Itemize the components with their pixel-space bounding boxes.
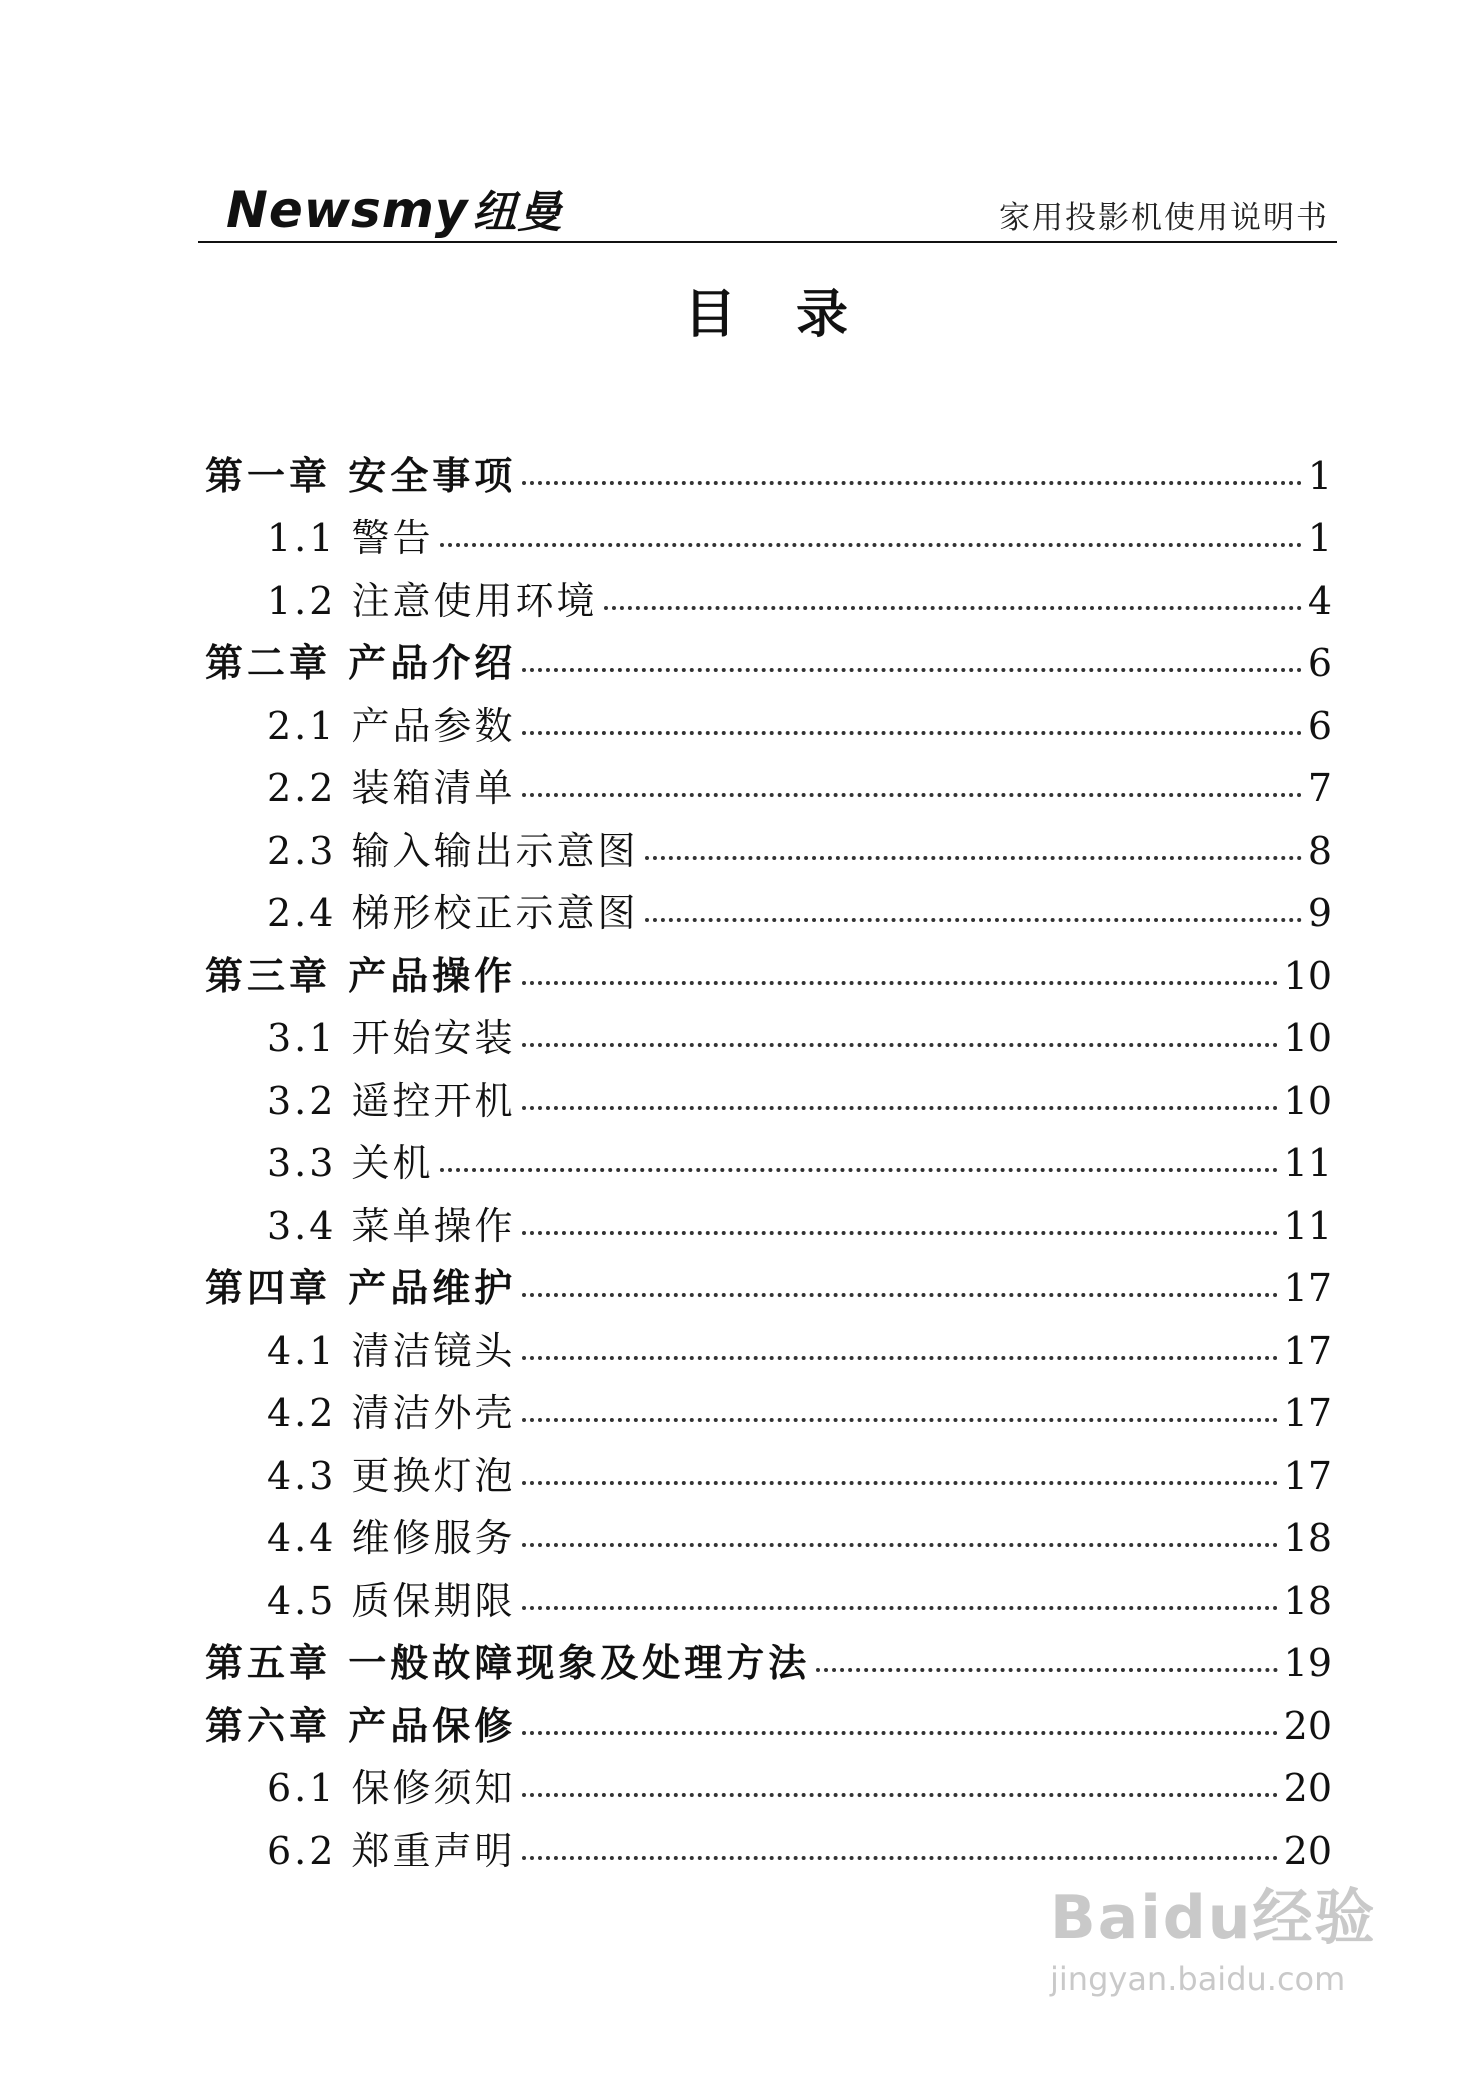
toc-page-number: 8 <box>1307 828 1332 873</box>
toc-entry-title: 3.1 开始安装 <box>267 1016 516 1060</box>
toc-page-number: 10 <box>1283 1078 1332 1123</box>
toc-section-entry[interactable] <box>205 495 1332 558</box>
toc-dot-leader <box>522 793 1302 797</box>
toc-section-entry[interactable] <box>205 995 1332 1058</box>
toc-dot-leader <box>522 481 1302 485</box>
header-divider <box>198 241 1337 243</box>
toc-entry-title: 4.5 质保期限 <box>267 1578 516 1623</box>
toc-dot-leader <box>522 731 1302 735</box>
page-header <box>198 168 1337 242</box>
document-title: 家用投影机使用说明书 <box>999 200 1329 236</box>
toc-entry-title: 2.4 梯形校正示意图 <box>267 891 639 935</box>
toc-page-number: 10 <box>1283 953 1332 998</box>
toc-chapter-entry[interactable] <box>205 1682 1332 1748</box>
toc-section-entry[interactable] <box>205 1432 1332 1498</box>
toc-dot-leader <box>522 1231 1278 1235</box>
toc-section-entry[interactable] <box>205 1370 1332 1433</box>
toc-entry-title: 4.1 清洁镜头 <box>267 1328 516 1373</box>
toc-page-number: 20 <box>1283 1766 1332 1810</box>
toc-page-number: 1 <box>1307 516 1332 560</box>
toc-section-entry[interactable] <box>205 745 1332 808</box>
newsmy-logo <box>226 176 562 240</box>
toc-page-number: 4 <box>1307 578 1332 623</box>
toc-entry-title: 6.1 保修须知 <box>267 1766 516 1810</box>
toc-dot-leader <box>604 606 1302 610</box>
logo-en: Newsmy <box>226 181 469 239</box>
toc-page-number: 7 <box>1307 766 1332 810</box>
toc-entry-title: 第六章 产品保修 <box>205 1703 517 1748</box>
toc-page-number: 9 <box>1307 891 1332 935</box>
toc-section-entry[interactable] <box>205 870 1332 933</box>
toc-page-number: 17 <box>1283 1453 1332 1498</box>
toc-dot-leader <box>522 1356 1278 1360</box>
toc-dot-leader <box>440 543 1302 547</box>
toc-chapter-entry[interactable] <box>205 1245 1332 1308</box>
toc-page-number: 10 <box>1283 1016 1332 1060</box>
watermark-brand: Baidu经验 <box>1050 1883 1377 1953</box>
toc-heading: 目录 <box>683 285 908 345</box>
toc-entry-title: 2.1 产品参数 <box>267 703 516 748</box>
table-of-contents <box>205 432 1332 1873</box>
toc-dot-leader <box>440 1168 1278 1172</box>
toc-dot-leader <box>522 1293 1277 1297</box>
toc-entry-title: 4.4 维修服务 <box>267 1516 516 1560</box>
toc-entry-title: 第三章 产品操作 <box>205 953 517 998</box>
toc-entry-title: 4.3 更换灯泡 <box>267 1453 516 1498</box>
toc-entry-title: 2.3 输入输出示意图 <box>267 828 639 873</box>
toc-section-entry[interactable] <box>205 1557 1332 1623</box>
watermark-url: jingyan.baidu.com <box>1050 1960 1346 1998</box>
toc-dot-leader <box>522 1793 1278 1797</box>
toc-section-entry[interactable] <box>205 682 1332 748</box>
toc-page-number: 11 <box>1283 1141 1332 1185</box>
toc-dot-leader <box>522 1481 1278 1485</box>
toc-entry-title: 1.2 注意使用环境 <box>267 578 598 623</box>
toc-page-number: 20 <box>1283 1828 1332 1873</box>
toc-entry-title: 4.2 清洁外壳 <box>267 1391 516 1435</box>
toc-section-entry[interactable] <box>205 807 1332 873</box>
toc-page-number: 18 <box>1283 1516 1332 1560</box>
toc-section-entry[interactable] <box>205 1307 1332 1373</box>
toc-entry-title: 2.2 装箱清单 <box>267 766 516 810</box>
toc-dot-leader <box>522 1543 1278 1547</box>
logo-cn: 纽曼 <box>472 187 563 238</box>
toc-dot-leader <box>522 1043 1278 1047</box>
toc-dot-leader <box>645 856 1302 860</box>
toc-dot-leader <box>645 918 1302 922</box>
toc-dot-leader <box>522 1856 1278 1860</box>
toc-section-entry[interactable] <box>205 1057 1332 1123</box>
toc-page-number: 17 <box>1283 1328 1332 1373</box>
toc-section-entry[interactable] <box>205 1807 1332 1873</box>
toc-page-number: 17 <box>1283 1266 1332 1310</box>
toc-section-entry[interactable] <box>205 557 1332 623</box>
toc-page-number: 17 <box>1283 1391 1332 1435</box>
baidu-watermark <box>1050 1870 1376 1998</box>
toc-page-number: 19 <box>1283 1641 1332 1685</box>
toc-dot-leader <box>522 1106 1278 1110</box>
toc-page-number: 1 <box>1307 453 1332 498</box>
toc-entry-title: 6.2 郑重声明 <box>267 1828 516 1873</box>
toc-dot-leader <box>522 1606 1278 1610</box>
toc-entry-title: 第二章 产品介绍 <box>205 641 517 685</box>
toc-entry-title: 1.1 警告 <box>267 516 434 560</box>
toc-page-number: 20 <box>1283 1703 1332 1748</box>
toc-section-entry[interactable] <box>205 1745 1332 1808</box>
toc-dot-leader <box>522 1731 1277 1735</box>
toc-entry-title: 第一章 安全事项 <box>205 453 517 498</box>
toc-entry-title: 第四章 产品维护 <box>205 1266 517 1310</box>
toc-chapter-entry[interactable] <box>205 432 1332 498</box>
toc-dot-leader <box>522 981 1277 985</box>
toc-entry-title: 3.4 菜单操作 <box>267 1203 516 1248</box>
toc-dot-leader <box>522 668 1302 672</box>
toc-chapter-entry[interactable] <box>205 1620 1332 1683</box>
toc-section-entry[interactable] <box>205 1495 1332 1558</box>
toc-dot-leader <box>816 1668 1277 1672</box>
toc-entry-title: 3.2 遥控开机 <box>267 1078 516 1123</box>
toc-page-number: 18 <box>1283 1578 1332 1623</box>
toc-dot-leader <box>522 1418 1278 1422</box>
toc-page-number: 6 <box>1307 703 1332 748</box>
toc-section-entry[interactable] <box>205 1120 1332 1183</box>
toc-chapter-entry[interactable] <box>205 932 1332 998</box>
toc-chapter-entry[interactable] <box>205 620 1332 683</box>
toc-entry-title: 3.3 关机 <box>267 1141 434 1185</box>
toc-page-number: 6 <box>1307 641 1332 685</box>
toc-section-entry[interactable] <box>205 1182 1332 1248</box>
toc-page-number: 11 <box>1283 1203 1332 1248</box>
toc-entry-title: 第五章 一般故障现象及处理方法 <box>205 1641 811 1685</box>
